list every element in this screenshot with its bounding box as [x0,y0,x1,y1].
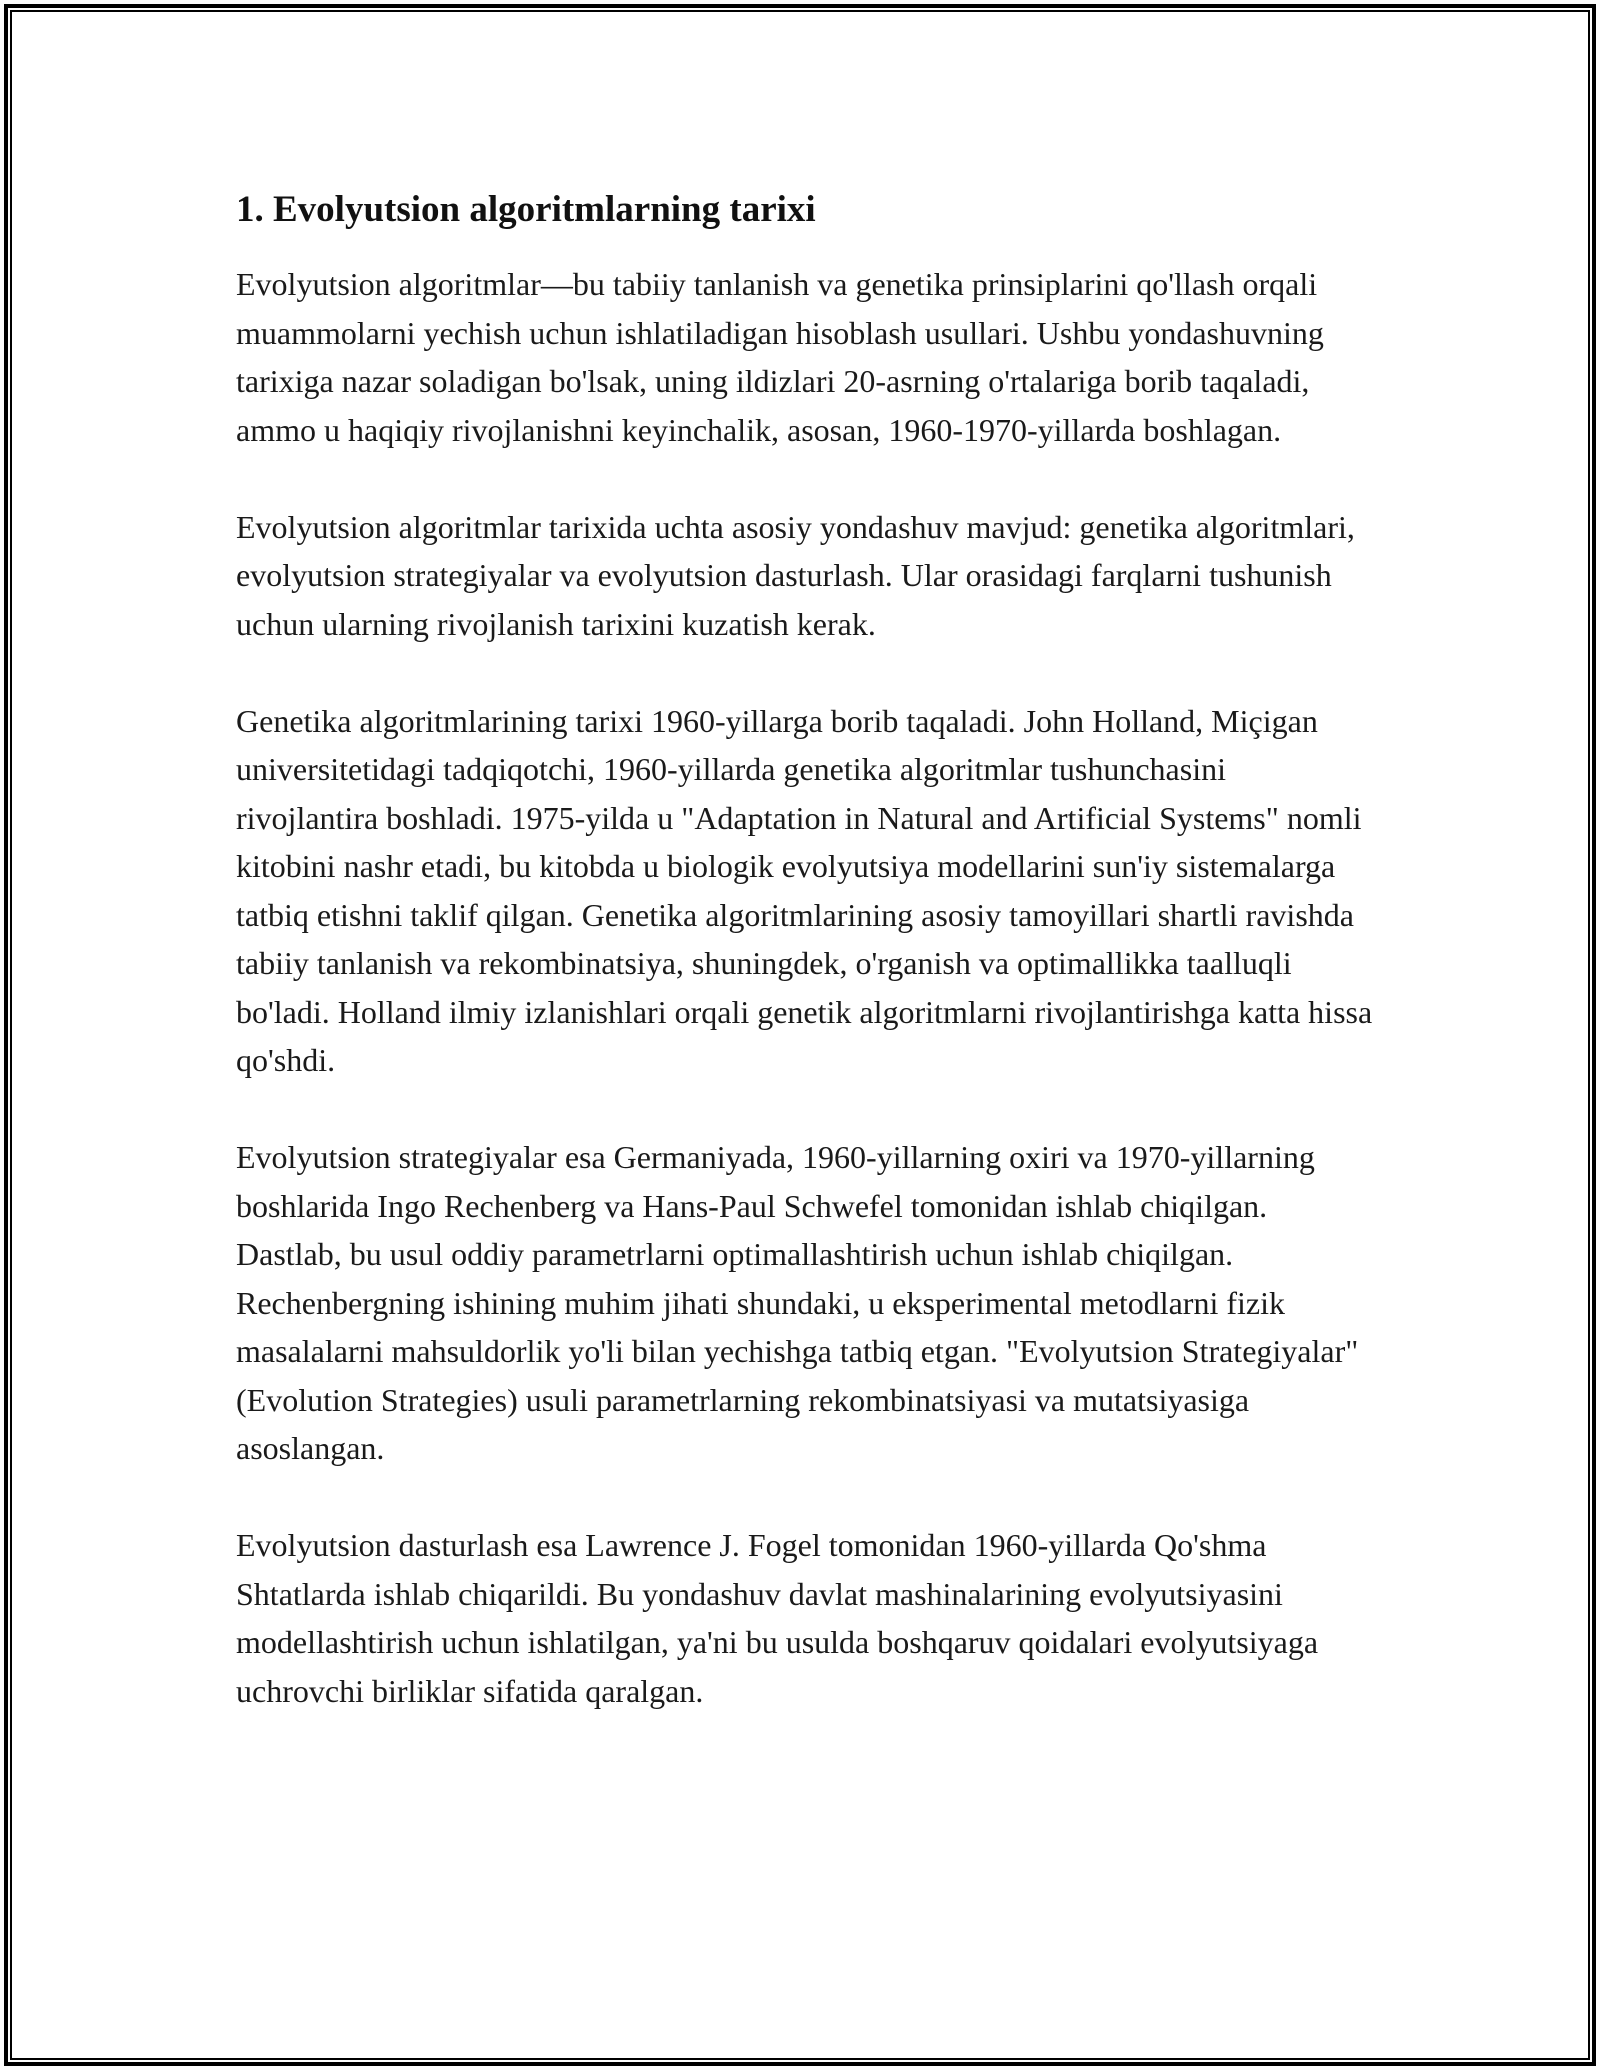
paragraph-evolution-strategies: Evolyutsion strategiyalar esa Germaniyada, 1960-yillarning oxiri va 1970-yillarning boshlarida Ingo Rechenberg va Hans-Paul Schwefel tomonidan ishlab chiqilgan. Dastlab, bu usul oddiy parametrlarni optimallashtirish uchun ishlab chiqilgan. Rechenbergning ishining muhim jihati shundaki, u eksperimental metodlarni fizik masalalarni mahsuldorlik yo'li bilan yechishga tatbiq etgan. "Evolyutsion Strategiyalar" (Evolution Strategies) usuli parametrlarning rekombinatsiyasi va mutatsiyasiga asoslangan. [236,1139,1359,1466]
paragraph-genetic-algorithms: Genetika algoritmlarining tarixi 1960-yillarga borib taqaladi. John Holland, Miçigan universitetidagi tadqiqotchi, 1960-yillarda genetika algoritmlar tushunchasini rivojlantira boshladi. 1975-yilda u "Adaptation in Natural and Artificial Systems" nomli kitobini nashr etadi, bu kitobda u biologik evolyutsiya modellarini sun'iy sistemalarga tatbiq etishni taklif qilgan. Genetika algoritmlarining asosiy tamoyillari shartli ravishda tabiiy tanlanish va rekombinatsiya, shuningdek, o'rganish va optimallikka taalluqli bo'ladi. Holland ilmiy izlanishlari orqali genetik algoritmlarni rivojlantirishga katta hissa qo'shdi. [236,702,1373,1078]
section-heading: 1. Evolyutsion algoritmlarning tarixi [236,189,816,230]
document-body [236,186,1376,1715]
paragraph-approaches: Evolyutsion algoritmlar tarixida uchta asosiy yondashuv mavjud: genetika algoritmlari, evolyutsion strategiyalar va evolyutsion dasturlash. Ular orasidagi farqlarni tushunish uchun ularning rivojlanish tarixini kuzatish kerak. [236,508,1355,642]
paragraph-intro: Evolyutsion algoritmlar—bu tabiiy tanlanish va genetika prinsiplarini qo'llash orqali muammolarni yechish uchun ishlatiladigan hisoblash usullari. Ushbu yondashuvning tarixiga nazar soladigan bo'lsak, uning ildizlari 20-asrning o'rtalariga borib taqaladi, ammo u haqiqiy rivojlanishni keyinchalik, asosan, 1960-1970-yillarda boshlagan. [236,266,1324,448]
paragraph-evolutionary-programming: Evolyutsion dasturlash esa Lawrence J. Fogel tomonidan 1960-yillarda Qo'shma Shtatlarda ishlab chiqarildi. Bu yondashuv davlat mashinalarining evolyutsiyasini modellashtirish uchun ishlatilgan, ya'ni bu usulda boshqaruv qoidalari evolyutsiyaga uchrovchi birliklar sifatida qaralgan. [236,1527,1319,1709]
